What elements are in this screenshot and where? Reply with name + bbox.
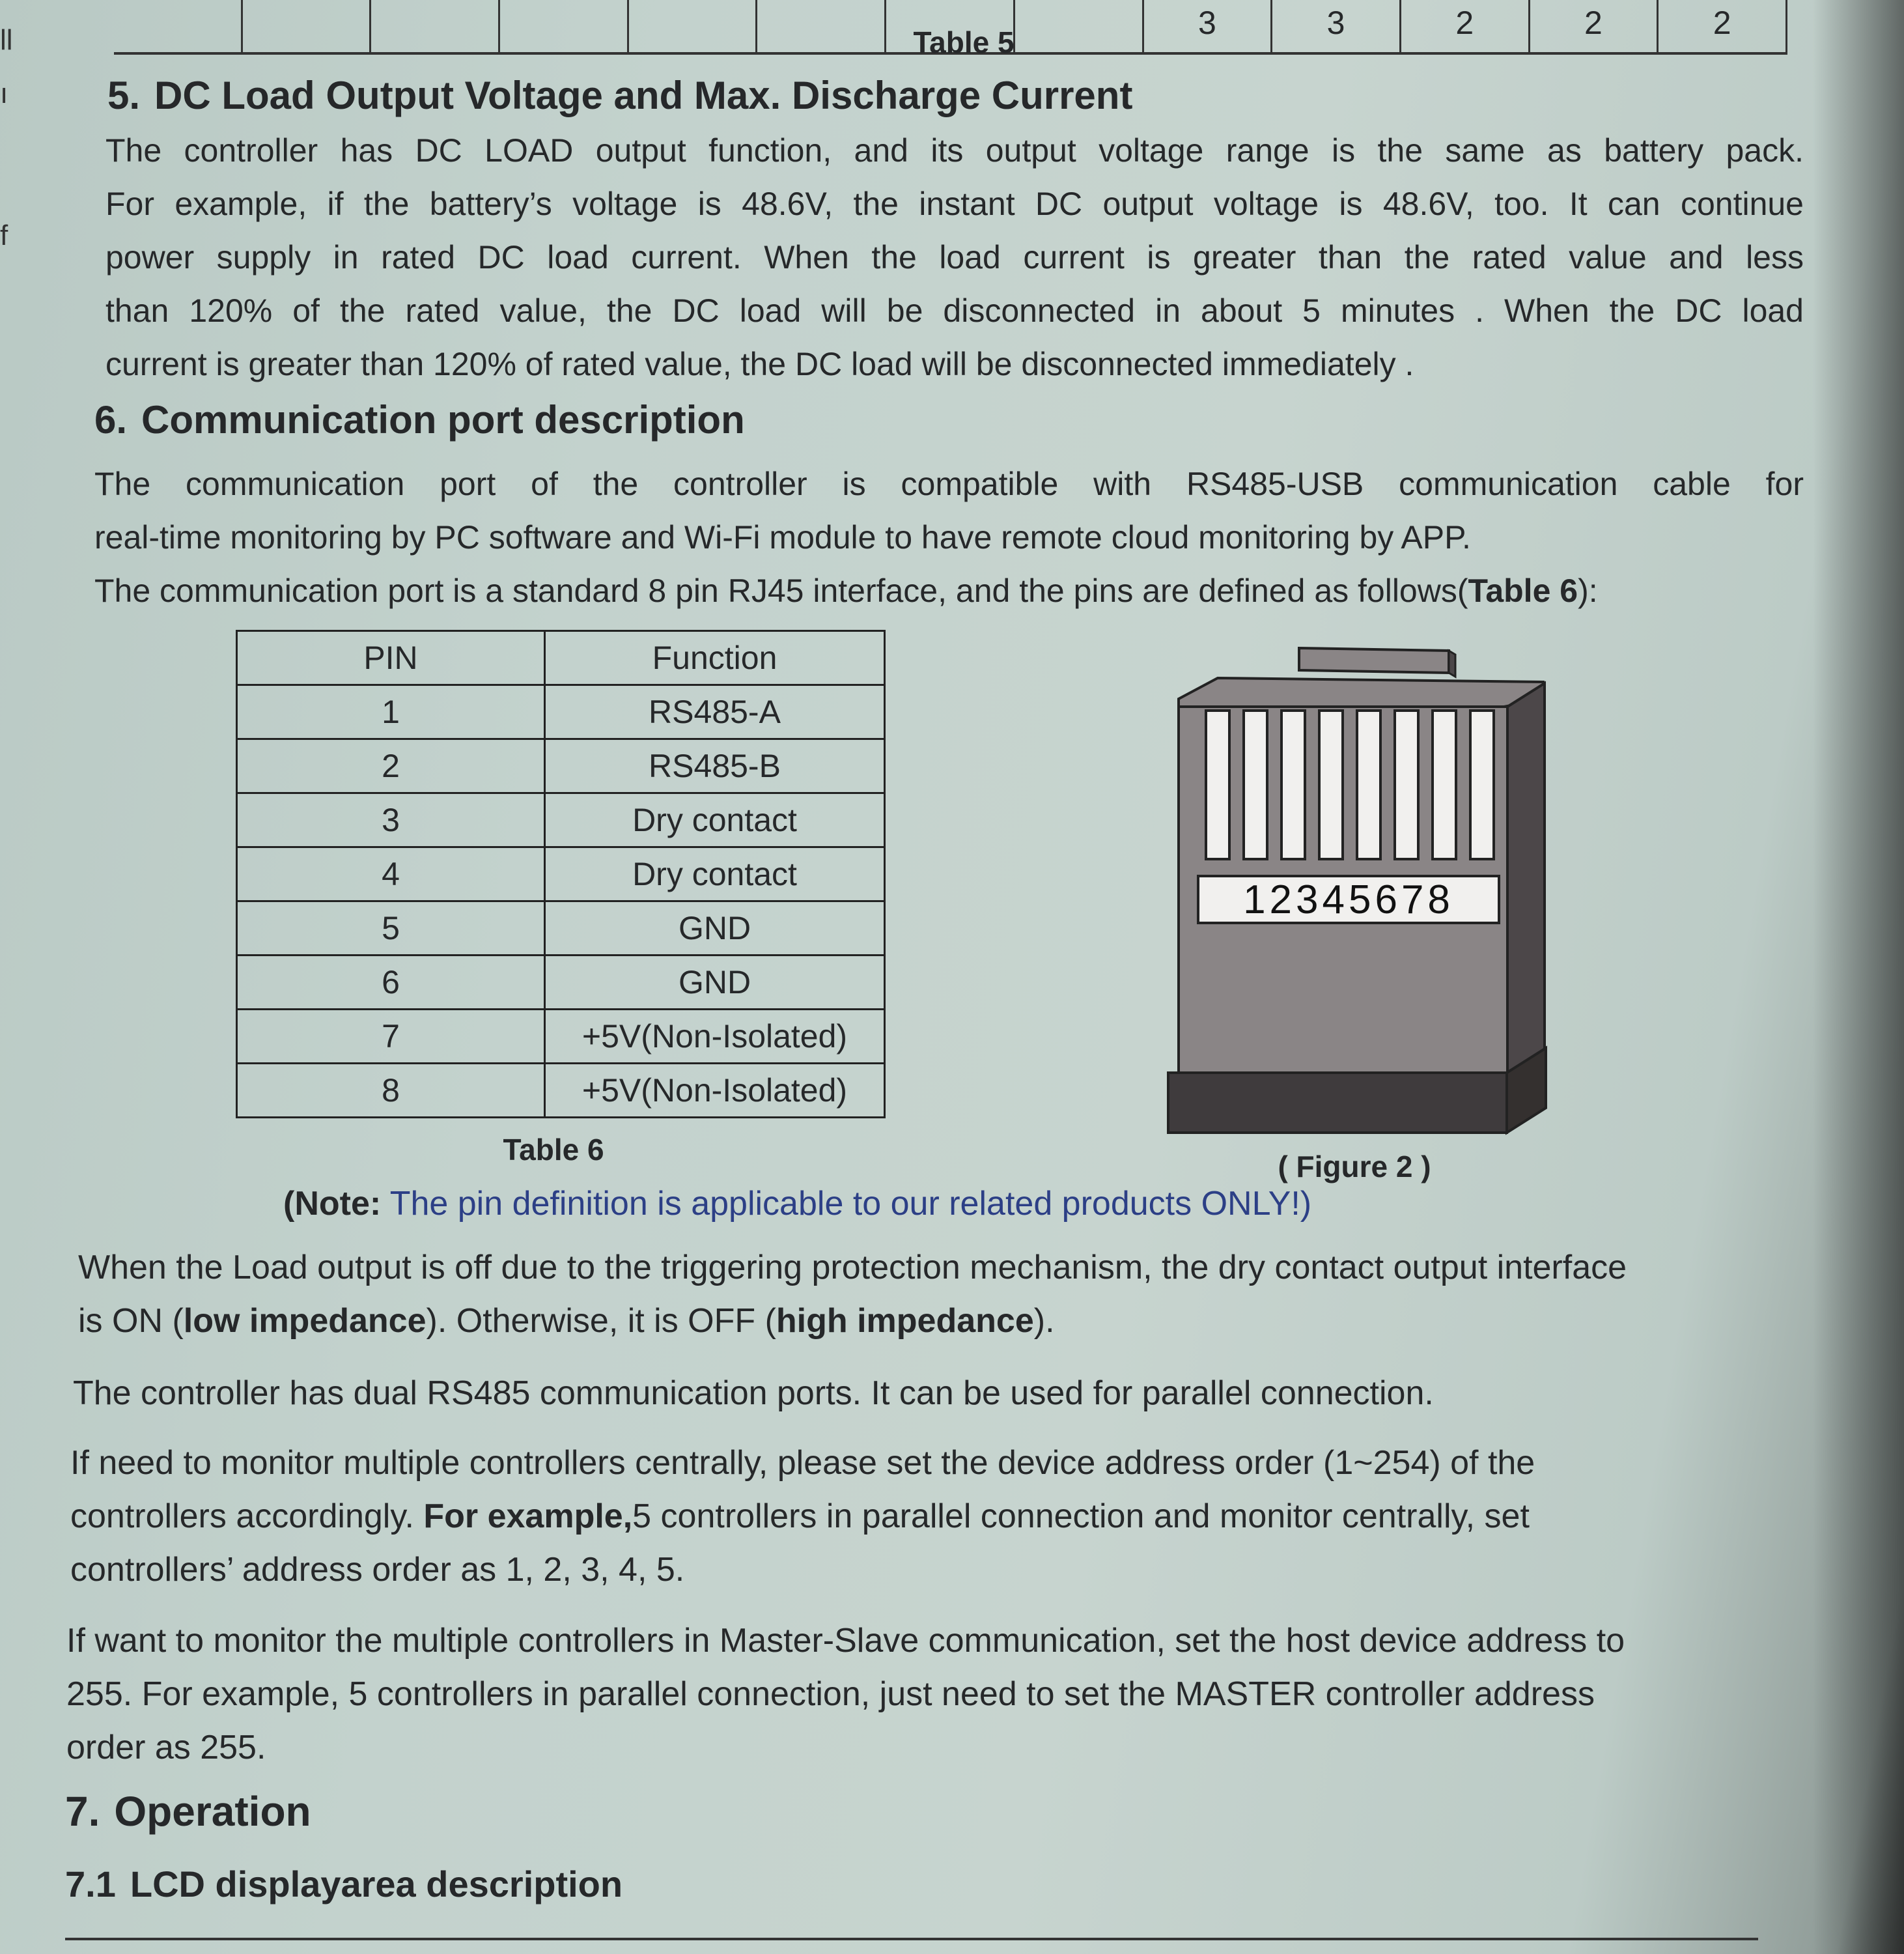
section-7-1-heading: [65, 1863, 623, 1905]
connector-base: [1168, 1073, 1507, 1133]
section-7-heading: [65, 1787, 311, 1835]
text-line: than 120% of the rated value, the DC load will be disconnected in about 5 minutes . When the DC load: [105, 292, 1804, 329]
dry-contact-paragraph: [78, 1241, 1797, 1348]
page-edge-shadow: [1813, 0, 1904, 1954]
pin-cell: 8: [237, 1064, 545, 1118]
pin-cell: 5: [237, 901, 545, 956]
text-line: The controller has DC LOAD output function, and its output voltage range is the same as battery pack.: [105, 132, 1804, 169]
table-top-border: [65, 1938, 1758, 1940]
table-cell: [114, 0, 243, 52]
margin-mark: f: [0, 219, 8, 251]
text-line: real-time monitoring by PC software and Wi-Fi module to have remote cloud monitoring by APP.: [94, 519, 1471, 556]
table-cell: 2: [1530, 0, 1659, 52]
connector-top: [1179, 678, 1543, 707]
central-monitoring-paragraph: [70, 1436, 1789, 1596]
section-5-paragraph: [105, 124, 1804, 391]
table-cell: 3: [1272, 0, 1401, 52]
text-line: controllers’ address order as 1, 2, 3, 4, 5.: [70, 1551, 685, 1589]
text-line: The controller has dual RS485 communication ports. It can be used for parallel connection.: [73, 1374, 1434, 1412]
table-cell: 2: [1659, 0, 1787, 52]
text-line: is ON (low impedance). Otherwise, it is OFF (high impedance).: [78, 1302, 1055, 1340]
function-cell: Dry contact: [545, 793, 885, 847]
section-title: Communication port description: [141, 398, 745, 442]
note-text: The pin definition is applicable to our related products ONLY!): [389, 1185, 1312, 1223]
text-line: controllers accordingly. For example,5 controllers in parallel connection and monitor centrally, set: [70, 1497, 1530, 1535]
section-number: 7.1: [65, 1863, 116, 1904]
text-line: When the Load output is off due to the triggering protection mechanism, the dry contact output interface: [78, 1249, 1627, 1286]
table-cell: [629, 0, 758, 52]
text-line: order as 255.: [66, 1729, 266, 1766]
table-cell: 2: [1401, 0, 1530, 52]
section-number: 6.: [94, 398, 128, 442]
pin-cell: 2: [237, 739, 545, 793]
table-row: [237, 901, 885, 956]
table-row: [237, 1010, 885, 1064]
column-header: PIN: [237, 631, 545, 685]
column-header: Function: [545, 631, 885, 685]
table-row: [237, 685, 885, 739]
table-cell: [243, 0, 372, 52]
connector-latch: [1299, 648, 1449, 673]
section-title: LCD displayarea description: [130, 1863, 623, 1904]
pin-cell: 1: [237, 685, 545, 739]
table-cell: [500, 0, 629, 52]
text-line: current is greater than 120% of rated value, the DC load will be disconnected immediately .: [105, 346, 1414, 382]
text-line: The communication port of the controller is compatible with RS485-USB communication cable for: [94, 466, 1804, 502]
table-header-row: [237, 631, 885, 685]
section-5-heading: [107, 73, 1132, 118]
figure-2-caption: ( Figure 2 ): [1278, 1150, 1431, 1183]
margin-mark: ı: [0, 78, 8, 109]
section-number: 5.: [107, 74, 141, 117]
table-row: [237, 956, 885, 1010]
function-cell: GND: [545, 956, 885, 1010]
table-row: [237, 1064, 885, 1118]
dual-rs485-paragraph: [73, 1366, 1792, 1420]
text-line: If want to monitor the multiple controllers in Master-Slave communication, set the host device address to: [66, 1622, 1625, 1660]
note-label: (Note:: [283, 1185, 382, 1223]
rj45-connector-figure: [1166, 642, 1556, 1143]
master-slave-paragraph: [66, 1614, 1792, 1774]
text-line: 255. For example, 5 controllers in parallel connection, just need to set the MASTER controller address: [66, 1675, 1595, 1713]
section-number: 7.: [65, 1788, 100, 1835]
function-cell: GND: [545, 901, 885, 956]
function-cell: +5V(Non-Isolated): [545, 1010, 885, 1064]
table-6-caption: Table 6: [503, 1133, 604, 1167]
table-cell: 3: [1144, 0, 1273, 52]
pin-definition-table: [236, 630, 886, 1118]
pin-cell: 6: [237, 956, 545, 1010]
text-line: For example, if the battery’s voltage is 48.6V, the instant DC output voltage is 48.6V, too. It can continue: [105, 186, 1804, 222]
function-cell: Dry contact: [545, 847, 885, 901]
text-line: The communication port is a standard 8 pin RJ45 interface, and the pins are defined as follows(Table 6):: [94, 573, 1598, 609]
function-cell: +5V(Non-Isolated): [545, 1064, 885, 1118]
section-6-paragraph: [94, 457, 1804, 617]
pin-cell: 3: [237, 793, 545, 847]
section-title: Operation: [114, 1788, 311, 1835]
connector-side: [1507, 683, 1545, 1073]
pin-number-labels: 12345678: [1243, 877, 1454, 922]
table-row: [237, 739, 885, 793]
table-row: [237, 847, 885, 901]
section-title: DC Load Output Voltage and Max. Discharge Current: [154, 74, 1133, 117]
function-cell: RS485-A: [545, 685, 885, 739]
section-6-heading: [94, 397, 745, 442]
margin-mark: ll: [0, 24, 13, 56]
table-cell: [371, 0, 500, 52]
function-cell: RS485-B: [545, 739, 885, 793]
pin-cell: 4: [237, 847, 545, 901]
text-line: If need to monitor multiple controllers centrally, please set the device address order (1~254) of the: [70, 1444, 1535, 1482]
pin-cell: 7: [237, 1010, 545, 1064]
text-line: power supply in rated DC load current. When the load current is greater than the rated value and less: [105, 239, 1804, 276]
pin-definition-note: [283, 1184, 1311, 1223]
table-5-caption: Table 5: [913, 25, 1015, 59]
table-row: [237, 793, 885, 847]
table-reference: Table 6: [1468, 573, 1578, 609]
